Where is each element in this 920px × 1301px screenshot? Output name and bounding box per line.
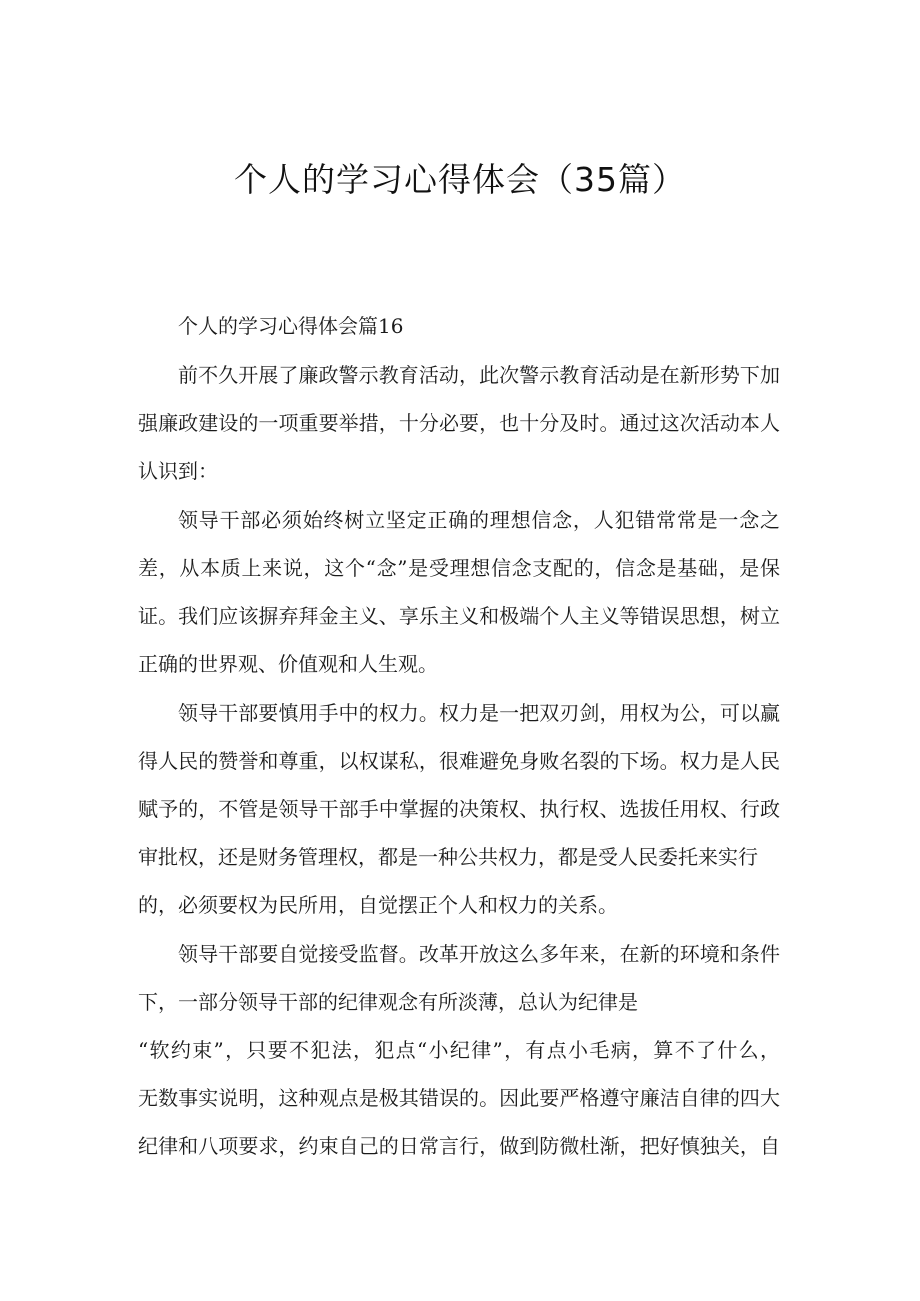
paragraph-line: 纪律和八项要求，约束自己的日常言行，做到防微杜渐，把好慎独关，自 [138, 1134, 780, 1158]
paragraph-line: 领导干部要自觉接受监督。改革开放这么多年来，在新的环境和条件 [178, 942, 780, 966]
paragraph-line: 下，一部分领导干部的纪律观念有所淡薄，总认为纪律是 [138, 990, 638, 1014]
paragraph-line: 领导干部要慎用手中的权力。权力是一把双刃剑，用权为公，可以赢 [178, 701, 780, 725]
paragraph-line: 正确的世界观、价值观和人生观。 [138, 652, 438, 676]
paragraph-line: 无数事实说明，这种观点是极其错误的。因此要严格遵守廉洁自律的四大 [138, 1086, 780, 1110]
paragraph-line: 领导干部必须始终树立坚定正确的理想信念，人犯错常常是一念之 [178, 508, 780, 532]
paragraph-line: 认识到： [138, 459, 218, 483]
paragraph-line: 证。我们应该摒弃拜金主义、享乐主义和极端个人主义等错误思想，树立 [138, 604, 780, 628]
paragraph-line: 得人民的赞誉和尊重，以权谋私，很难避免身败名裂的下场。权力是人民 [138, 749, 780, 773]
paragraph-line: 前不久开展了廉政警示教育活动，此次警示教育活动是在新形势下加 [178, 363, 780, 387]
paragraph-line: 强廉政建设的一项重要举措，十分必要，也十分及时。通过这次活动本人 [138, 411, 780, 435]
document-title: 个人的学习心得体会（35篇） [234, 160, 686, 199]
paragraph-line: 赋予的，不管是领导干部手中掌握的决策权、执行权、选拔任用权、行政 [138, 797, 780, 821]
paragraph-line: 的，必须要权为民所用，自觉摆正个人和权力的关系。 [138, 893, 618, 917]
paragraph-line: “软约束”，只要不犯法，犯点“小纪律”，有点小毛病，算不了什么， [138, 1038, 780, 1062]
section-heading: 个人的学习心得体会篇16 [178, 314, 404, 338]
paragraph-line: 差，从本质上来说，这个“念”是受理想信念支配的，信念是基础，是保 [138, 556, 780, 580]
paragraph-line: 审批权，还是财务管理权，都是一种公共权力，都是受人民委托来实行 [138, 845, 758, 869]
